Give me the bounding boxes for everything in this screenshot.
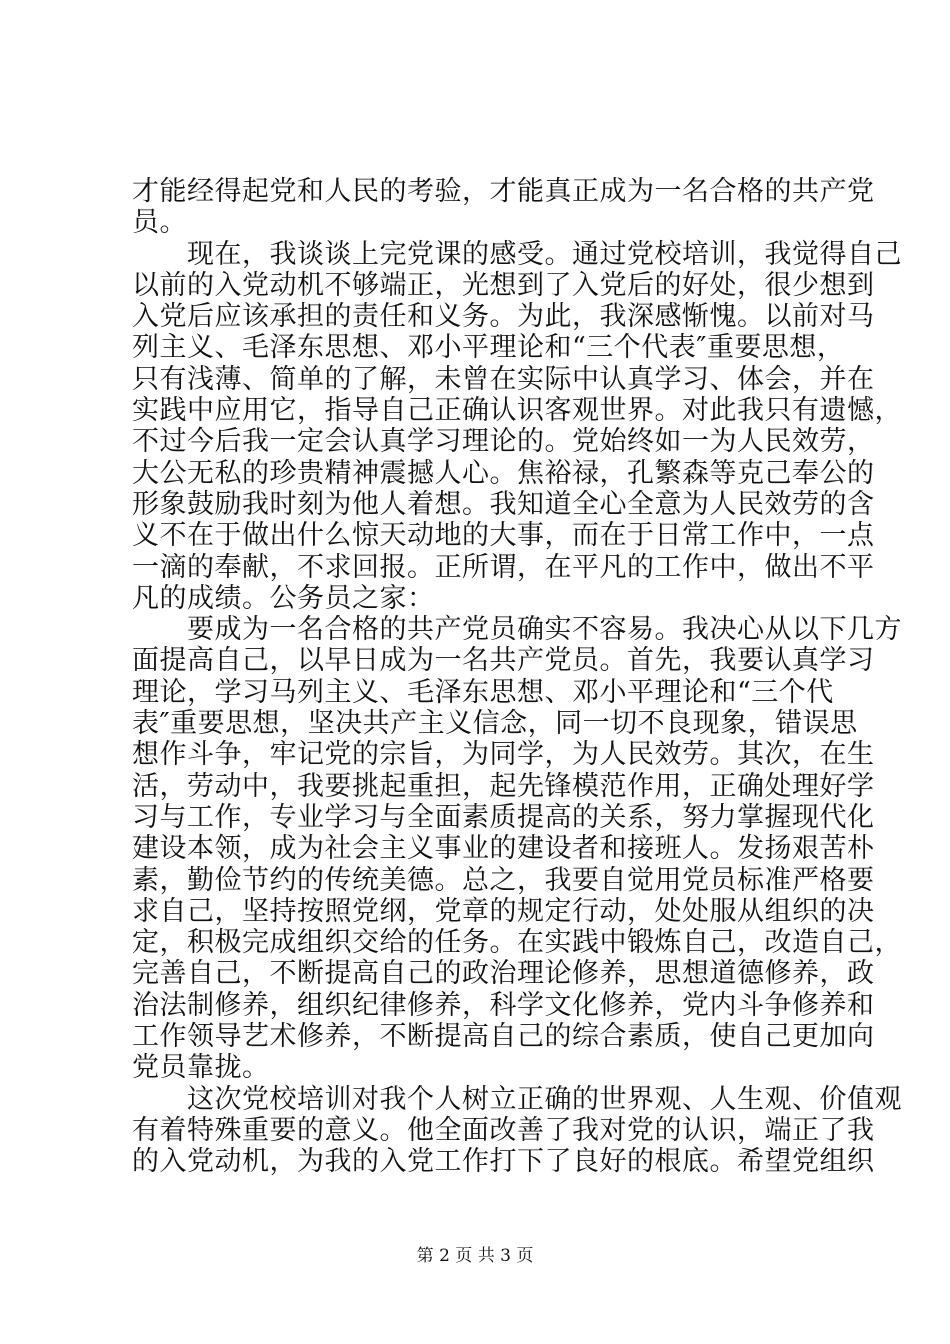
text-line: 员。 [132, 207, 187, 239]
text-line: 治法制修养，组织纪律修养，科学文化修养，党内斗争修养和 [132, 989, 875, 1021]
text-line: 现在，我谈谈上完党课的感受。通过党校培训，我觉得自己 [132, 238, 902, 270]
text-line: 实践中应用它，指导自己正确认识客观世界。对此我只有遗憾， [132, 395, 902, 427]
text-line: 表″重要思想，坚决共产主义信念，同一切不良现象，错误思 [132, 708, 858, 740]
text-line: 以前的入党动机不够端正，光想到了入党后的好处，很少想到 [132, 269, 875, 301]
text-line: 义不在于做出什么惊天动地的大事，而在于日常工作中，一点 [132, 520, 875, 552]
text-line: 定，积极完成组织交给的任务。在实践中锻炼自己，改造自己， [132, 927, 902, 959]
text-line: 有着特殊重要的意义。他全面改善了我对党的认识，端正了我 [132, 1114, 875, 1146]
text-line: 凡的成绩。公务员之家： [132, 582, 435, 614]
text-line: 面提高自己，以早日成为一名共产党员。首先，我要认真学习 [132, 645, 875, 677]
text-line: 这次党校培训对我个人树立正确的世界观、人生观、价值观 [132, 1083, 902, 1115]
text-line: 完善自己，不断提高自己的政治理论修养，思想道德修养，政 [132, 958, 875, 990]
text-line: 一滴的奉献，不求回报。正所谓，在平凡的工作中，做出不平 [132, 551, 875, 583]
text-line: 才能经得起党和人民的考验，才能真正成为一名合格的共产党 [132, 176, 875, 207]
text-line: 工作领导艺术修养，不断提高自己的综合素质，使自己更加向 [132, 1021, 875, 1053]
text-line: 党员靠拢。 [132, 1052, 270, 1084]
text-line: 要成为一名合格的共产党员确实不容易。我决心从以下几方 [132, 614, 902, 646]
text-line: 形象鼓励我时刻为他人着想。我知道全心全意为人民效劳的含 [132, 488, 875, 520]
page-number-footer: 第 2 页 共 3 页 [416, 1246, 534, 1266]
text-line: 想作斗争，牢记党的宗旨，为同学，为人民效劳。其次，在生 [132, 739, 875, 771]
text-line: 只有浅薄、简单的了解，未曾在实际中认真学习、体会，并在 [132, 363, 875, 395]
text-line: 理论，学习马列主义、毛泽东思想、邓小平理论和“三个代 [132, 676, 834, 708]
text-line: 素，勤俭节约的传统美德。总之，我要自觉用党员标准严格要 [132, 864, 875, 896]
text-line: 大公无私的珍贵精神震撼人心。焦裕禄，孔繁森等克己奉公的 [132, 457, 875, 489]
text-line: 建设本领，成为社会主义事业的建设者和接班人。发扬艰苦朴 [132, 833, 875, 865]
text-line: 习与工作，专业学习与全面素质提高的关系，努力掌握现代化 [132, 801, 875, 833]
text-line: 列主义、毛泽东思想、邓小平理论和“三个代表″重要思想， [132, 332, 845, 364]
text-line: 求自己，坚持按照党纲，党章的规定行动，处处服从组织的决 [132, 895, 875, 927]
text-line: 活，劳动中，我要挑起重担，起先锋模范作用，正确处理好学 [132, 770, 875, 802]
text-line: 不过今后我一定会认真学习理论的。党始终如一为人民效劳， [132, 426, 875, 458]
document-body [132, 176, 902, 1178]
text-line: 的入党动机，为我的入党工作打下了良好的根底。希望党组织 [132, 1146, 875, 1178]
text-line: 入党后应该承担的责任和义务。为此，我深感惭愧。以前对马 [132, 301, 875, 333]
